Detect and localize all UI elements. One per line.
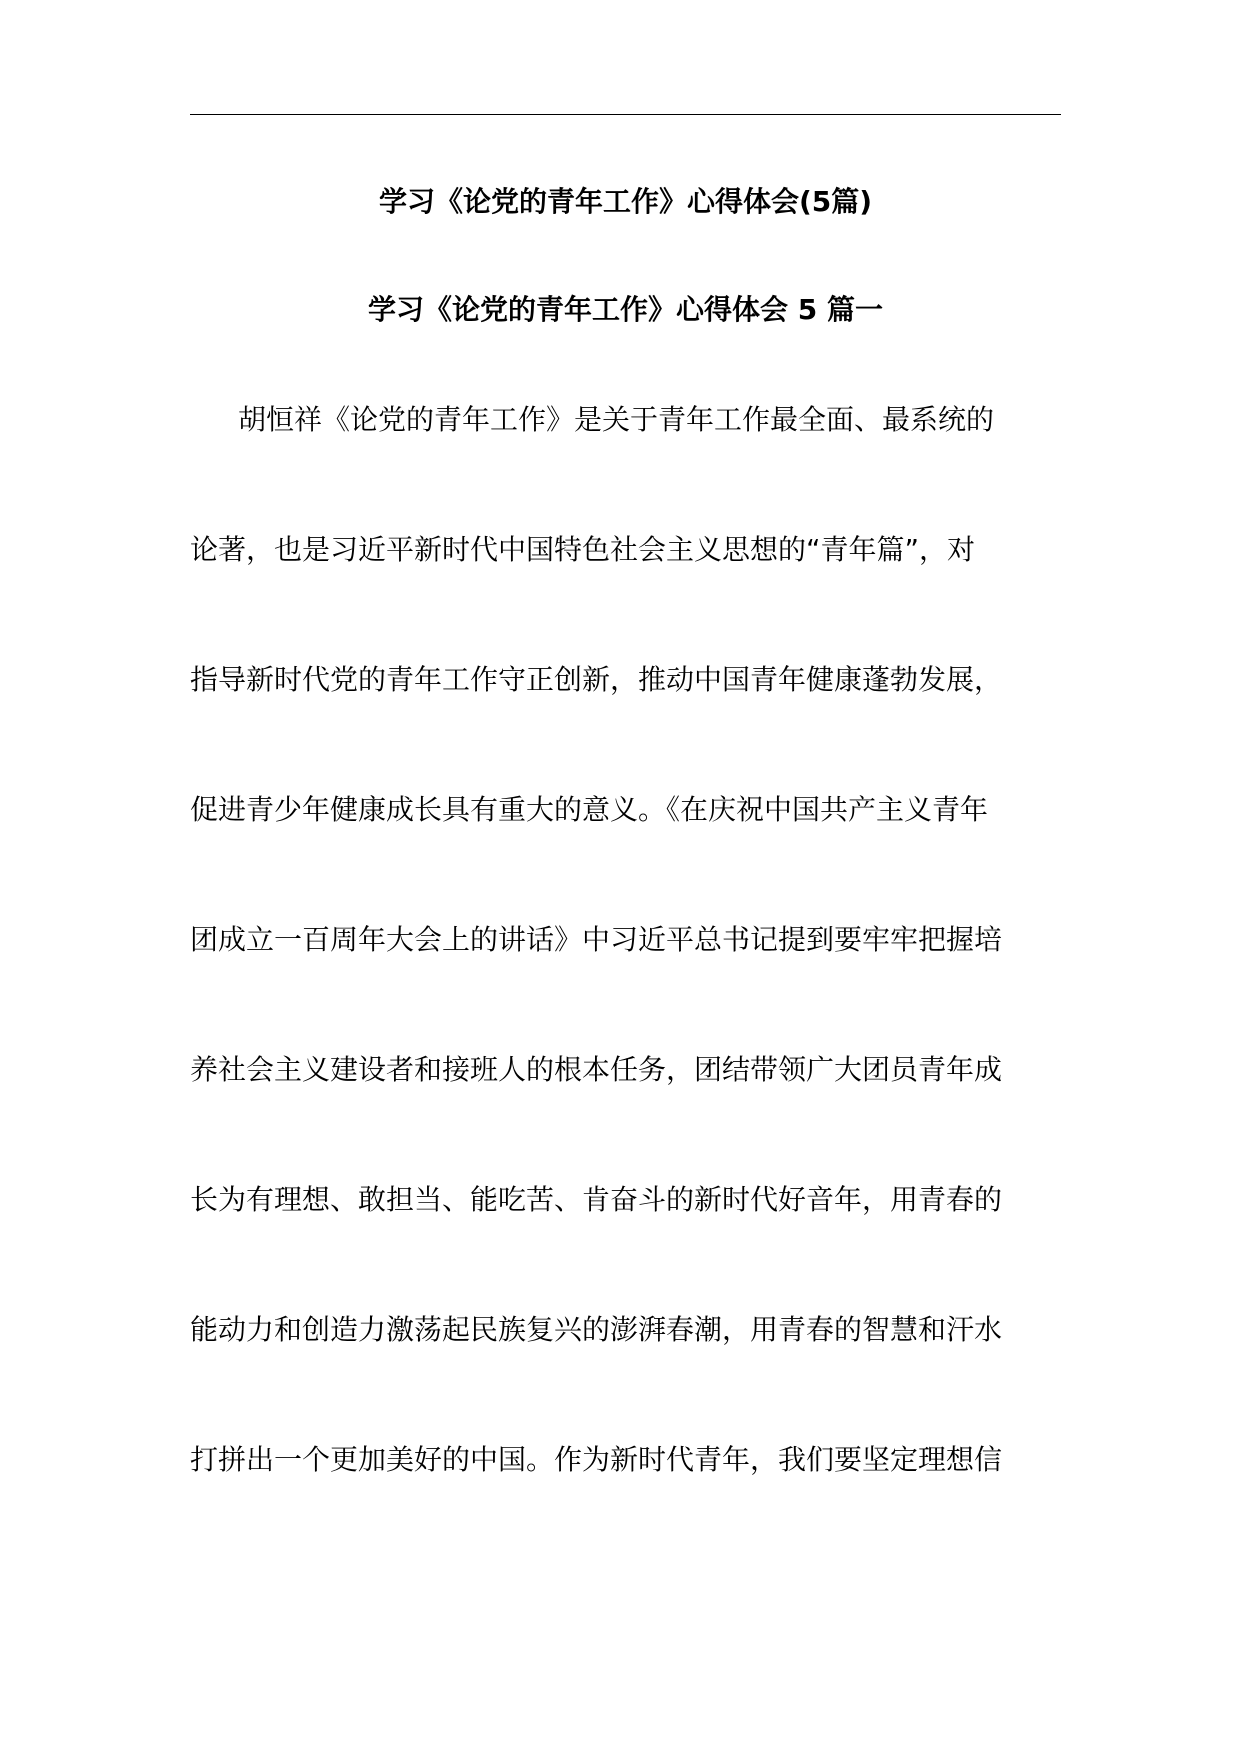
- paragraph-line: 胡恒祥《论党的青年工作》是关于青年工作最全面、最系统的: [238, 403, 995, 436]
- paragraph-line: 长为有理想、敢担当、能吃苦、肯奋斗的新时代好音年，用青春的: [190, 1183, 1003, 1216]
- paragraph-line: 养社会主义建设者和接班人的根本任务，团结带领广大团员青年成: [190, 1053, 1003, 1086]
- paragraph-line: 促进青少年健康成长具有重大的意义。《在庆祝中国共产主义青年: [190, 793, 989, 826]
- document-title: 学习《论党的青年工作》心得体会(5篇): [378, 185, 873, 218]
- paragraph-line: 团成立一百周年大会上的讲话》中习近平总书记提到要牢牢把握培: [190, 923, 1003, 956]
- header-rule: [190, 114, 1061, 115]
- paragraph-line: 能动力和创造力激荡起民族复兴的澎湃春潮，用青春的智慧和汗水: [190, 1313, 1003, 1346]
- section-title: 学习《论党的青年工作》心得体会 5 篇一: [368, 293, 883, 326]
- paragraph-line: 论著，也是习近平新时代中国特色社会主义思想的“青年篇”，对: [190, 533, 976, 566]
- paragraph-line: 指导新时代党的青年工作守正创新，推动中国青年健康蓬勃发展，: [190, 663, 1003, 696]
- paragraph-line: 打拼出一个更加美好的中国。作为新时代青年，我们要坚定理想信: [190, 1443, 1003, 1476]
